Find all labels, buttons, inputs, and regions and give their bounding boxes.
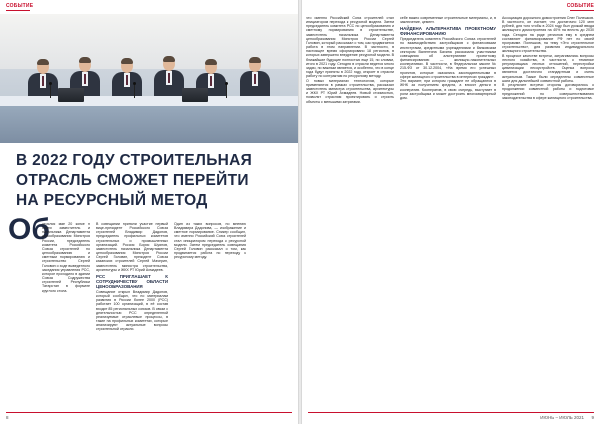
paragraph: В результате встречи стороны договорились о продолжении совместной работы и подготовке предложений по совершенствованию законодательства в сфере жилищного строительства.: [502, 83, 594, 100]
microphone-head-icon: [225, 82, 228, 85]
paragraph: Совещание открыл Владимир Дадонов, который сообщил, что по материалам развития в России более 2000 (РСС) работает 100 организаций, в её состав входит 85 региональных союзов. В связи с деятельностью РСС определенной реализуемые отраслевые процессы, в такие на профильных комитетах, которые анализируют актуальные вопросы строительной отрасли.: [96, 289, 168, 332]
rubric-label-right: СОБЫТИЕ: [566, 3, 594, 9]
lead-paragraph: отоялся мае 20 конке п Казеи заместитель и начальника Департамента ценообразования Минстроя России, председатель комитета Российского Союза строителей по ценообразованию и сметным нормированию и строительство Сергей Головин о ходе выведенного заседания управления РСС, которое проходило в здании Союза Содружества строителей Республики Татарстан в формате круглого стола.: [42, 222, 90, 293]
article-headline: [16, 151, 288, 211]
meeting-photo: [0, 14, 298, 143]
text-column-2: [96, 222, 168, 408]
table-cloth: [0, 96, 298, 106]
microphone-icon: [134, 84, 135, 98]
footer-rule-right: [308, 412, 594, 413]
paragraph: В процессе качестве встречи, затрагивались вопросы лесного хозяйства, в частности, о тематике регулировщика лесных отношений, перестройки цивилизации лесоустройств. Оценка вопроса является достаточно стандартным и очень актуальным. Также были определены совместные шаги для дальнейшей совместной работы.: [502, 53, 594, 83]
paragraph: О новых материалах технологиях, которые применяются в рамках строительства, рассказал заместитель министра строительства, архитектуры и ЖКХ РТ Юрий Ахмадеев. Новый стоимостью, позволят отраслям проектировать и строить объекты с меньшими затратами.: [306, 78, 394, 104]
microphone-icon: [50, 84, 51, 98]
headline-line-2: ОТРАСЛЬ СМОЖЕТ ПЕРЕЙТИ: [16, 172, 249, 189]
text-column-3: [174, 222, 246, 408]
section-subhead: РСС ПРИГЛАШАЕТ К СОТРУДНИЧЕСТВУ ОБЛАСТИ ЦЕНООБРАЗОВАНИЯ: [96, 273, 168, 289]
paragraph: Это вариант, при котором граждане не обращаются в ЖНК за получением кредита, а вносят деньги в кооператив. Кооператив, в свою очередь, выступает в роли застройщика и может достроить многоквартирный дом.: [400, 79, 496, 100]
left-page: [0, 0, 298, 424]
footer-rule-left: [6, 412, 292, 413]
paragraph: что именно Российский Союз строителей стал инициатором перехода к ресурсной модели. Затем председатель комитета РСС по ценообразованию и сметному нормированию в строительстве, заместитель начальника Департамента ценообразования Минстроя России Сергей Головин, который рассказал о том, как продвигается работа в этом направлении. В частности, в настоящее время сформировано 18 регионов, в которых завершено внедрение ресурсной модели. В ближайшие будущие полностью еще 15, по словам, итого в 2021 году. Сегодня в отрасли ведется много задач, но важным является, и особенно, что в конце года будут приняты в 2022 году, откроет в отрасли работу по контрактам по ресурсному методу.: [306, 16, 394, 79]
paragraph: себе важно современные строительные материалы, и, в заключение, цемент.: [400, 16, 496, 25]
drop-cap: Об: [8, 213, 50, 246]
text-column-5: [400, 16, 496, 408]
laptop-icon: [58, 88, 84, 102]
paragraph: В совещании приняли участие первый вице-президент Российского Союза строителей Владимир Дадонов, председатель профильных комитетов строительных и промышленных организаций. Россия Борис Шуянов, заместитель начальника Департамента ценообразования Минстроя России Сергей Головин, президент Союза казанских строителей Сергей Мачерин, заместитель министра строительства, архитектуры и ЖКХ РТ Юрий Ахмадеев.: [96, 222, 168, 272]
section-subhead: НАЙДЕНА АЛЬТЕРНАТИВА ПРОЕКТНОМУ ФИНАНСИРОВАНИЮ: [400, 26, 496, 37]
text-column-4: [306, 16, 394, 408]
text-column-1: [42, 222, 90, 408]
rubric-underline-right: [570, 10, 594, 11]
headline-line-3: НА РЕСУРСНЫЙ МЕТОД: [16, 192, 208, 209]
right-page: [302, 0, 600, 424]
page-number-right: 9: [591, 415, 594, 420]
page-number-left: 8: [6, 415, 9, 420]
speaker-4: [154, 57, 184, 101]
microphone-head-icon: [49, 82, 52, 85]
paragraph: Ассоциация дорожного домостроения Олег Полешков. В частности, он считает, что достаточно 120 млн рублей, для того чтобы в 2024 году был урожай ввода жилищного домостроения на 40% на вплоть до 2030 года. Сегодня на ряде регионов ему в среднем составляет финансирование РФ нет по своей программе. Полешков, на тему «Это строительное строительство», для развития индивидуального жилищного строительства.: [502, 16, 594, 54]
headline-line-1: В 2022 ГОДУ СТРОИТЕЛЬНАЯ: [16, 152, 253, 169]
paragraph: Председатель комитета Российского Союза строителей по взаимодействию застройщиков с финансовыми институтами, кредитными учреждениями и банковским сектором Валентина Бахина рассказала участникам совещания об альтернативе проектному финансированию — жилищно-накопительных кооперативах. В частности, в Федеральном законе № 215-ФЗ от 30.12.2004, «На время его успешных проектов, которые оказались законодательными в сфере жилищного строительства в интересах граждан».: [400, 37, 496, 79]
laptop-icon: [182, 88, 208, 102]
text-column-6: [502, 16, 594, 408]
microphone-head-icon: [133, 82, 136, 85]
paragraph: Один из таких вопросов, по мнению Владимира Дадонова, — изображение и сметное нормирование. Спикер сообщил, что именно Российский Союз строителей стал инициатором перехода к ресурсной модели. Затем председатель совещания Сергей Головин рассказал о том, как продвигается работа по переходу к ресурсному методу.: [174, 222, 246, 260]
issue-date: ИЮНЬ – ИЮЛЬ 2021: [540, 415, 584, 420]
microphone-icon: [226, 84, 227, 98]
rubric-label-left: СОБЫТИЕ: [6, 3, 34, 9]
rubric-underline-left: [6, 10, 30, 11]
